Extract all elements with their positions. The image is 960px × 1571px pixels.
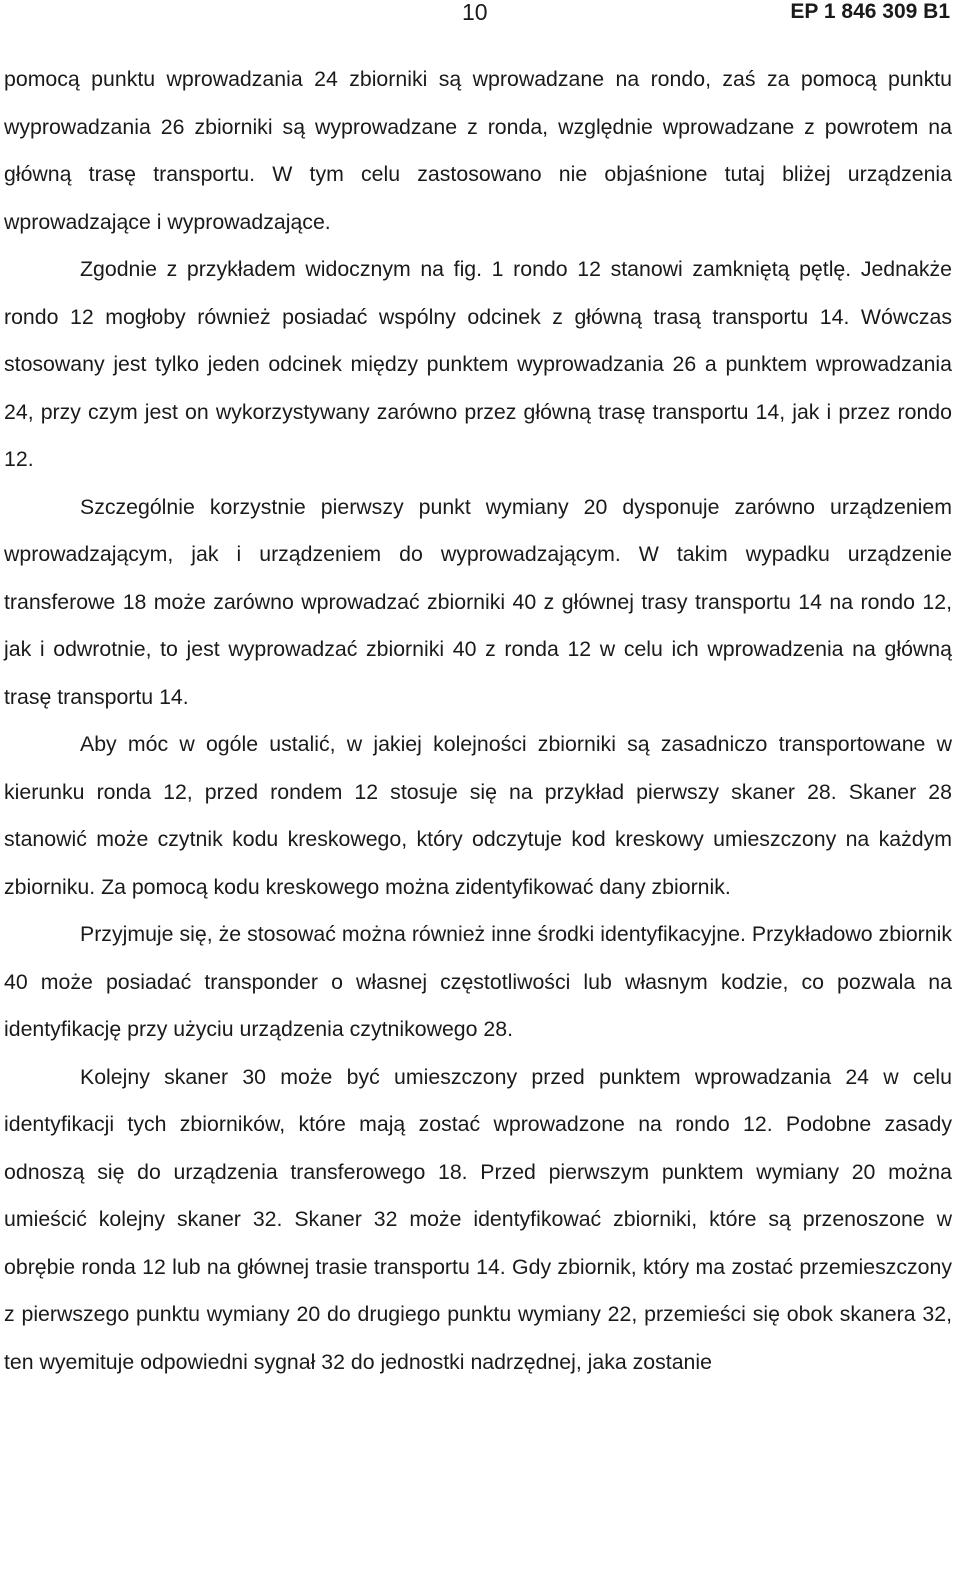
paragraph: Przyjmuje się, że stosować można również inne środki identyfikacyjne. Przykładowo zbiornik 40 może posiadać transponder o własnej częstotliwości lub własnym kodzie, co pozwala na identyfikację przy użyciu urządzenia czytnikowego 28. bbox=[4, 922, 952, 1041]
document-id: EP 1 846 309 B1 bbox=[790, 0, 950, 23]
page-number: 10 bbox=[462, 0, 488, 25]
paragraph: Szczególnie korzystnie pierwszy punkt wymiany 20 dysponuje zarówno urządzeniem wprowadzającym, jak i urządzeniem do wyprowadzającym. W takim wypadku urządzenie transferowe 18 może zarówno wprowadzać zbiorniki 40 z głównej trasy transportu 14 na rondo 12, jak i odwrotnie, to jest wyprowadzać zbiorniki 40 z ronda 12 w celu ich wprowadzenia na główną trasę transportu 14. bbox=[4, 494, 952, 709]
document-body bbox=[4, 56, 952, 1386]
paragraph: pomocą punktu wprowadzania 24 zbiorniki są wprowadzane na rondo, zaś za pomocą punktu wyprowadzania 26 zbiorniki są wyprowadzane z ronda, względnie wprowadzane z powrotem na główną trasę transportu. W tym celu zastosowano nie objaśnione tutaj bliżej urządzenia wprowadzające i wyprowadzające. bbox=[4, 67, 952, 234]
paragraph: Zgodnie z przykładem widocznym na fig. 1 rondo 12 stanowi zamkniętą pętlę. Jednakże rondo 12 mogłoby również posiadać wspólny odcinek z główną trasą transportu 14. Wówczas stosowany jest tylko jeden odcinek między punktem wyprowadzania 26 a punktem wprowadzania 24, przy czym jest on wykorzystywany zarówno przez główną trasę transportu 14, jak i przez rondo 12. bbox=[4, 257, 952, 471]
paragraph: Kolejny skaner 30 może być umieszczony przed punktem wprowadzania 24 w celu identyfikacji tych zbiorników, które mają zostać wprowadzone na rondo 12. Podobne zasady odnoszą się do urządzenia transferowego 18. Przed pierwszym punktem wymiany 20 można umieścić kolejny skaner 32. Skaner 32 może identyfikować zbiorniki, które są przenoszone w obrębie ronda 12 lub na głównej trasie transportu 14. Gdy zbiornik, który ma zostać przemieszczony z pierwszego punktu wymiany 20 do drugiego punktu wymiany 22, przemieści się obok skanera 32, ten wyemituje odpowiedni sygnał 32 do jednostki nadrzędnej, jaka zostanie bbox=[4, 1064, 952, 1374]
paragraph: Aby móc w ogóle ustalić, w jakiej kolejności zbiorniki są zasadniczo transportowane w kierunku ronda 12, przed rondem 12 stosuje się na przykład pierwszy skaner 28. Skaner 28 stanowić może czytnik kodu kreskowego, który odczytuje kod kreskowy umieszczony na każdym zbiorniku. Za pomocą kodu kreskowego można zidentyfikować dany zbiornik. bbox=[4, 732, 952, 899]
